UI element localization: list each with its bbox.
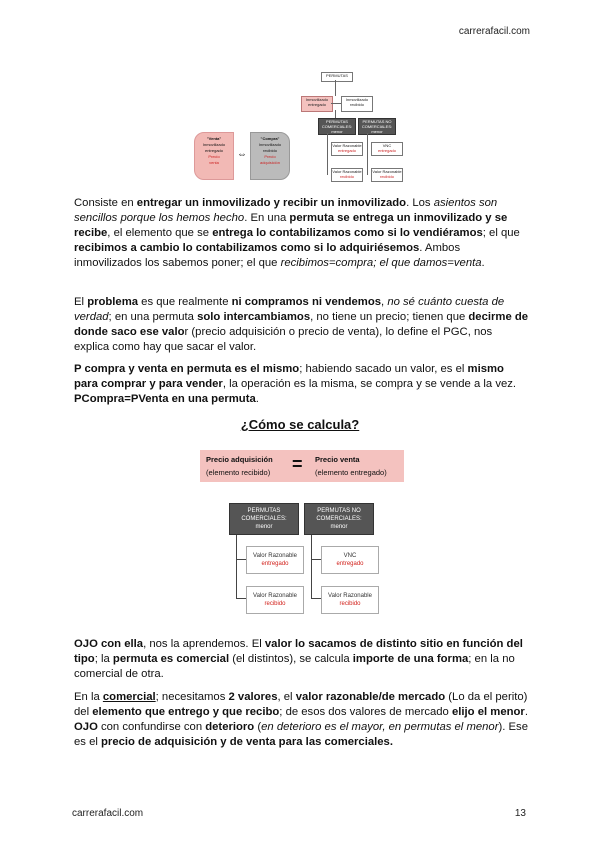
paragraph-same-price: P compra y venta en permuta es el mismo; habiendo sacado un valor, es el mismo para comprar y para vender, la operación es la misma, se compra y se vende a la vez. PCompra=PVenta en una permuta. (74, 363, 517, 405)
page-number: 13 (514, 808, 526, 819)
section-heading: ¿Cómo se calcula? (240, 417, 360, 432)
paragraph-comercial: En la comercial; necesitamos 2 valores, el valor razonable/de mercado (Lo da el perito) del elemento que entrego y que recibo; de esos dos valores de mercado elijo el menor. OJO con confundirse con deterioro (en deterioro es el mayor, en permutas el menor). Ese es el precio de adquisición y de venta para las comerciales. (74, 691, 528, 748)
mini-comercial: PERMUTAS COMERCIALES: menor (318, 118, 356, 135)
venta-pill: "Venta" Inmovilizado entregado Precio venta (194, 132, 234, 180)
formula-right: Precio venta (elemento entregado) (315, 455, 387, 477)
header-site: carrerafacil.com (458, 26, 530, 37)
mini-vr-recibido-2: Valor Razonable recibido (371, 168, 403, 182)
mini-no-comercial: PERMUTAS NO COMERCIALES: menor (358, 118, 396, 135)
vr-recibido-box-2: Valor Razonable recibido (321, 586, 379, 614)
mini-vr-recibido: Valor Razonable recibido (331, 168, 363, 182)
diagram-title: PERMUTAS (321, 72, 353, 82)
exchange-arrows-icon: ⇔ (237, 149, 247, 160)
vr-entregado-box: Valor Razonable entregado (246, 546, 304, 574)
paragraph-ojo: OJO con ella, nos la aprendemos. El valor lo sacamos de distinto sitio en función del tipo; la permuta es comercial (el distintos), se calcula importe de una forma; en la no comercial de otra. (74, 638, 523, 680)
vr-recibido-box: Valor Razonable recibido (246, 586, 304, 614)
node-received: Inmovilizado recibido (341, 96, 373, 112)
mini-vr-entregado: Valor Razonable entregado (331, 142, 363, 156)
formula-box (200, 450, 404, 482)
paragraph-problem: El problema es que realmente ni compramos ni vendemos, no sé cuánto cuesta de verdad; en una permuta solo intercambiamos, no tiene un precio; tienen que decirme de donde saco ese valor (precio adquisición o precio de venta), lo define el PGC, nos explica como hay que sacar el valor. (74, 296, 529, 353)
formula-left: Precio adquisición (elemento recibido) (206, 455, 273, 477)
footer-site: carrerafacil.com (72, 808, 144, 819)
mini-vnc: VNC entregado (371, 142, 403, 156)
paragraph-intro: Consiste en entregar un inmovilizado y recibir un inmovilizado. Los asientos son sencillos porque los hemos hecho. En una permuta se entrega un inmovilizado y se recibe, el elemento que se entrega lo contabilizamos como si lo vendiéramos; el que recibimos a cambio lo contabilizamos como si lo adquiriésemos. Ambos inmovilizados los sabemos poner; el que recibimos=compra; el que damos=venta. (74, 197, 520, 269)
permutas-comerciales-box: PERMUTAS COMERCIALES: menor (229, 503, 299, 535)
node-given: Inmovilizado entregado (301, 96, 333, 112)
vnc-entregado-box: VNC entregado (321, 546, 379, 574)
permutas-overview-diagram (190, 72, 410, 192)
equals-sign: = (292, 454, 303, 474)
compra-pill: "Compra" Inmovilizado recibido Precio adquisición (250, 132, 290, 180)
permutas-no-comerciales-box: PERMUTAS NO COMERCIALES: menor (304, 503, 374, 535)
